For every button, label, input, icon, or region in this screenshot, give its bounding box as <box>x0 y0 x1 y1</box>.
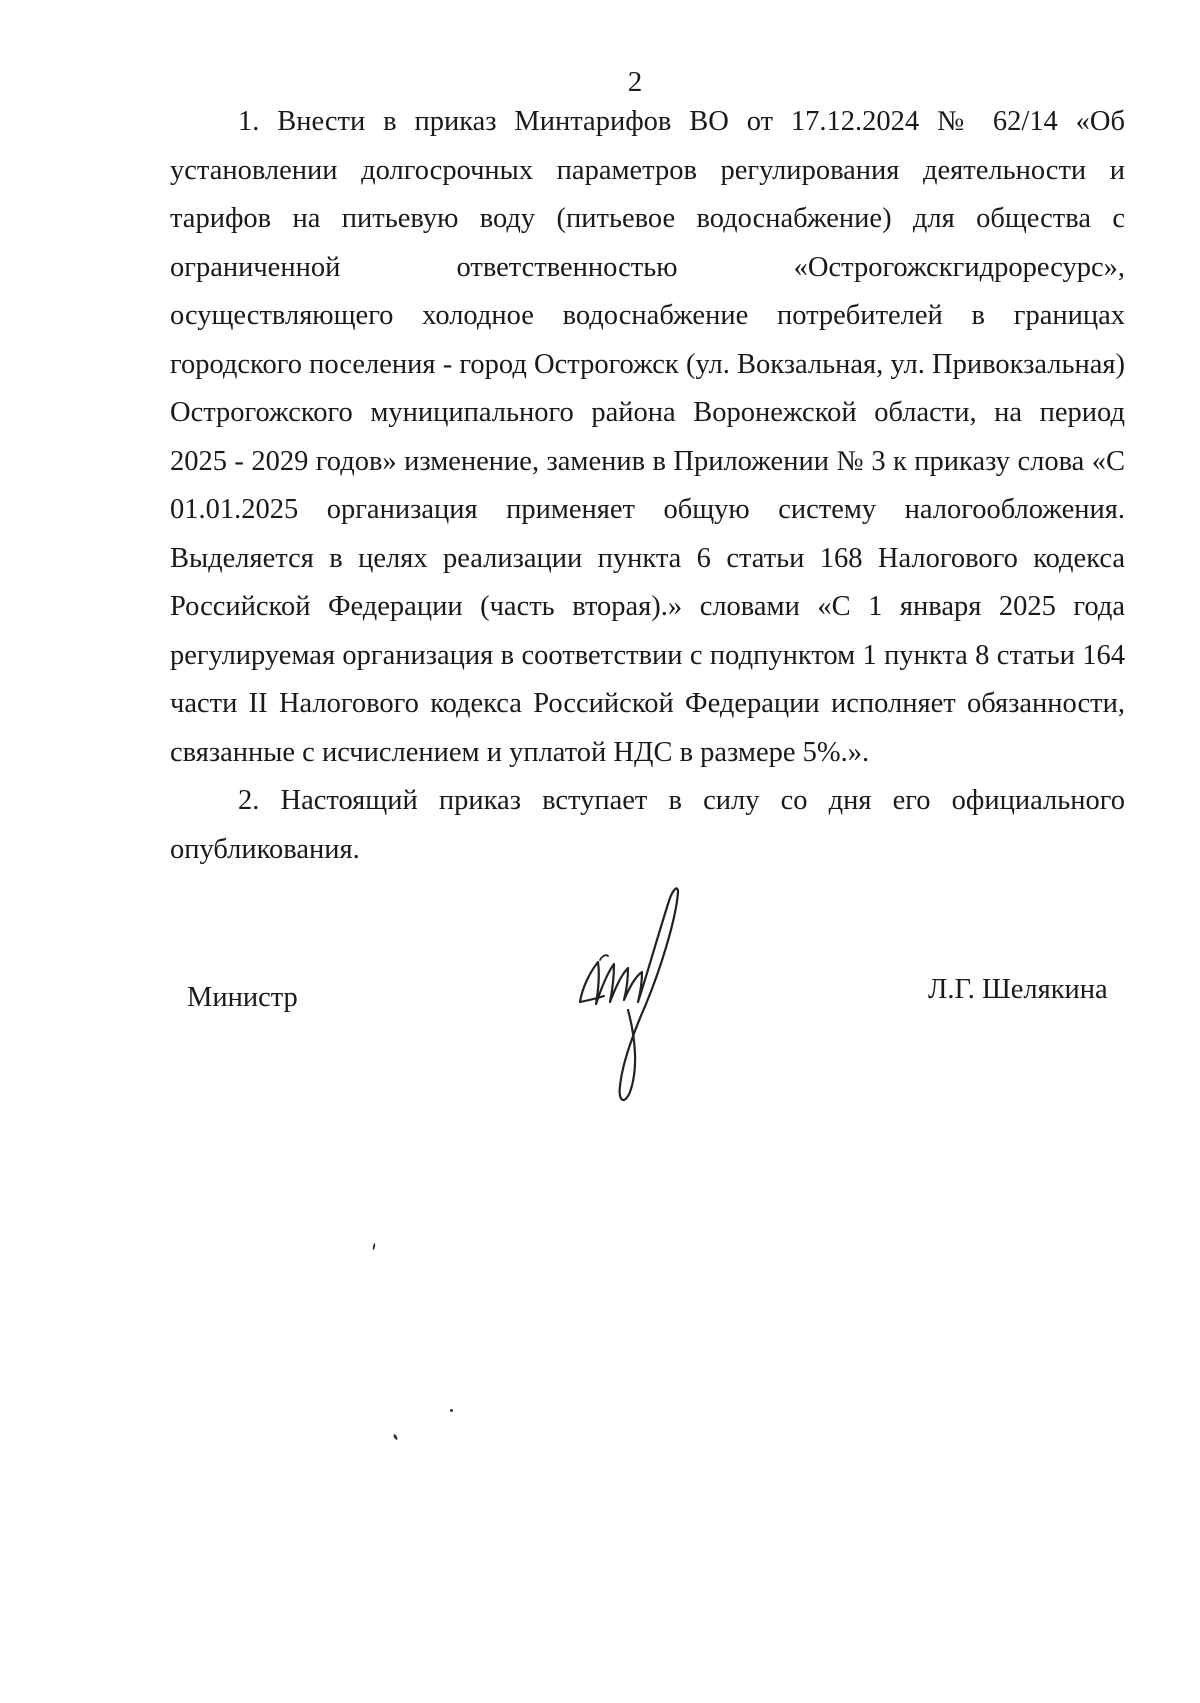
signature-block <box>0 880 1200 1120</box>
handwritten-signature <box>560 880 710 1110</box>
paragraph-2: 2. Настоящий приказ вступает в силу со дня его официального опубликования. <box>170 785 1125 865</box>
page-number: 2 <box>627 66 643 98</box>
signer-name: Л.Г. Шелякина <box>928 974 1108 1005</box>
scan-speck <box>393 1434 399 1441</box>
paragraph-1: 1. Внести в приказ Минтарифов ВО от 17.12.2024 № 62/14 «Об установлении долгосрочных параметров регулирования деятельности и тарифов на питьевую воду (питьевое водоснабжение) для общества с ограниченной ответственностью «Острогожскгидроресурс», осуществляющего холодное водоснабжение потребителей в границах городского поселения - город Острогожск (ул. Вокзальная, ул. Привокзальная) Острогожского муниципального района Воронежской области, на период 2025 - 2029 годов» изменение, заменив в Приложении № 3 к приказу слова «С 01.01.2025 организация применяет общую систему налогообложения. Выделяется в целях реализации пункта 6 статьи 168 Налогового кодекса Российской Федерации (часть вторая).» словами «С 1 января 2025 года регулируемая организация в соответствии с подпунктом 1 пункта 8 статьи 164 части II Налогового кодекса Российской Федерации исполняет обязанности, связанные с исчислением и уплатой НДС в размере 5%.». <box>170 106 1125 768</box>
scan-speck <box>450 1409 453 1412</box>
scan-speck <box>372 1243 375 1250</box>
signer-position: Министр <box>187 982 298 1013</box>
order-text <box>170 98 1125 874</box>
